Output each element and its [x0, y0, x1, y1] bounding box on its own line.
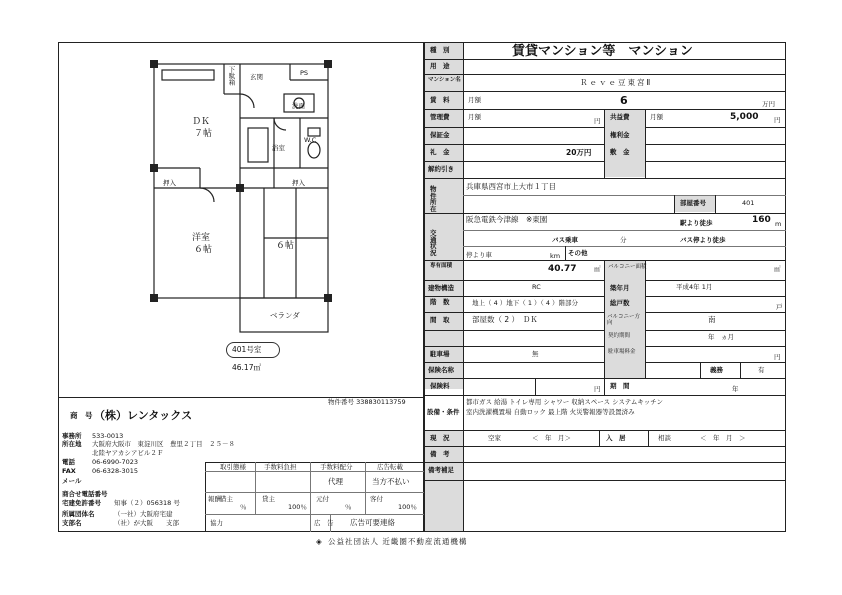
floors-value: 地上（ 4 ）地下（ 1 ）（ 4 ）階部分 [472, 299, 579, 307]
label-column [425, 43, 463, 389]
rent-label: 賃 料 [430, 96, 450, 104]
fax-label: FAX [62, 467, 76, 475]
built-label: 築年月 [610, 284, 630, 292]
ratio-karinushi: 借主 [220, 495, 233, 503]
parking-fee-unit: 円 [774, 353, 781, 361]
floor-plan [140, 58, 340, 338]
ratio-kyakuzuke: 客付 [370, 495, 383, 503]
ratio-pct1: ％ [240, 503, 247, 511]
walk-label: 駅より徒歩 [680, 219, 713, 227]
footer: 公益社団法人 近畿圏不動産流通機構 [328, 537, 468, 546]
address-line1: 大阪府大阪市 東淀川区 豊里２丁目 ２５－８ [92, 440, 235, 448]
room-oshiire-2: 押入 [292, 179, 305, 187]
room-senmen: 洗面 [292, 102, 305, 110]
office-value: 533-0013 [92, 432, 124, 440]
room-washitsu-size: ６帖 [276, 241, 295, 251]
location-value: 兵庫県西宮市上大市１丁目 [466, 182, 556, 191]
direction-label: バルコニー方向 [607, 314, 641, 326]
property-number: 物件番号 338830113759 [328, 398, 406, 406]
status-month: ＜ 年 月＞ [532, 434, 571, 442]
bus-label: バス乗車 [552, 236, 578, 244]
period-unit: 年 [732, 385, 739, 393]
units-unit: 戸 [776, 303, 783, 311]
kenrikin-label: 権利金 [610, 131, 630, 139]
room-yoshitsu-size: ６帖 [194, 245, 213, 255]
group-value: （一社）大阪府宅建 [114, 510, 173, 518]
reikin-value: 20万円 [566, 148, 592, 157]
equipment-label: 設備・条件 [427, 408, 460, 416]
agent-type: 代理 [328, 477, 343, 486]
room-yokushitsu: 浴室 [272, 144, 285, 152]
license-label: 宅建免許番号 [62, 499, 101, 507]
obligation-label: 義務 [710, 366, 723, 374]
room-ps: PS [300, 69, 309, 77]
room-yoshitsu: 洋室 [192, 233, 211, 243]
room-number: 401号室 [232, 345, 262, 354]
kaiyaku-label: 解約引き [428, 165, 454, 173]
obligation-value: 有 [758, 366, 765, 374]
group-label: 所属団体名 [62, 510, 95, 518]
ratio-kashinushi: 貸主 [262, 495, 275, 503]
tel-value: 06-6990-7023 [92, 458, 139, 466]
kyouryoku-label: 協力 [210, 519, 223, 527]
footer-logo-icon: ◈ [316, 537, 322, 546]
built-value: 平成4年 1月 [676, 283, 713, 291]
tel-label: 電話 [62, 458, 75, 466]
room-dk-size: ７帖 [194, 129, 213, 139]
floors-label: 階 数 [430, 298, 450, 306]
room-no-label: 部屋番号 [680, 199, 706, 207]
kanri-unit: 月額 [468, 113, 481, 121]
ratio-motozuke: 元付 [316, 495, 329, 503]
shikikin-label: 敷 金 [610, 148, 630, 156]
agent-header-4: 広告転載 [377, 463, 403, 471]
kyoeki-value: 5,000 [730, 112, 759, 122]
fax-value: 06-6328-3015 [92, 467, 139, 475]
direction-value: 南 [708, 315, 716, 324]
kanri-yen: 円 [594, 117, 601, 125]
hokenryo-label: 保険料 [430, 382, 450, 390]
ratio-pct2: 100％ [288, 503, 307, 511]
assoc-label: 商合せ電話番号 [62, 490, 108, 498]
hoshokin-label: 保証金 [430, 131, 450, 139]
structure-value: RC [532, 283, 541, 291]
ratio-pct3: ％ [345, 503, 352, 511]
branch-label: 支部名 [62, 519, 82, 527]
agent-header-2: 手数料負担 [264, 463, 297, 471]
parking-value: 無 [532, 350, 539, 358]
rent-value: 6 [620, 94, 628, 107]
kanri-label: 管理費 [430, 113, 450, 121]
company-name: （株）レンタックス [94, 409, 193, 422]
kyoeki-label: 共益費 [610, 113, 630, 121]
notes-label: 備考補足 [428, 466, 454, 474]
building-name: Ｒｅｖｅ豆東宮Ⅱ [580, 78, 653, 87]
period-label: 期 間 [610, 382, 630, 390]
address-label: 所在地 [62, 440, 82, 448]
equipment-line1: 都市ガス 給湯 トイレ専用 シャワー 収納スペース システムキッチン [466, 398, 663, 406]
line-value: 阪急電鉄今津線 ※東園 [466, 215, 548, 224]
hoken-label: 保険名称 [428, 366, 454, 374]
room-veranda: ベランダ [270, 311, 300, 320]
remarks-label: 備 考 [430, 450, 450, 458]
mail-label: メール [62, 477, 82, 485]
agent-ad: 当方不払い [372, 477, 410, 486]
structure-label: 建物構造 [428, 284, 454, 292]
agent-header-1: 取引態様 [220, 463, 246, 471]
license-value: 知事（２）056318 号 [114, 499, 180, 507]
office-label: 事務所 [62, 432, 82, 440]
balcony-unit: ㎡ [774, 265, 781, 273]
parking-label: 駐車場 [430, 350, 450, 358]
reikin-label: 礼 金 [430, 148, 450, 156]
bus-min: 分 [620, 236, 627, 244]
status-label: 現 況 [430, 434, 450, 442]
walk-value: 160 [752, 215, 771, 225]
room-genkan: 玄関 [250, 73, 263, 81]
address-line2: 北陸ヤアカシアビル２Ｆ [92, 449, 164, 457]
equipment-line2: 室内洗濯機置場 自動ロック 最上階 火災警報器等設置済み [466, 408, 635, 416]
kyoeki-unit: 月額 [650, 113, 663, 121]
room-wc: W.C [304, 136, 317, 144]
koukoku-label: 広 告 [314, 519, 334, 527]
ratio-houshu: 報酬 [208, 495, 221, 503]
other-label: その他 [568, 249, 588, 257]
transport-label: 交通状況 [430, 229, 437, 257]
name-label: マンション名 [428, 77, 461, 83]
layout-value: 部屋数（ 2 ） ＤＫ [472, 315, 538, 324]
layout-label: 間 取 [430, 316, 450, 324]
parking-fee-label: 駐車場料金 [608, 349, 636, 355]
move-label: 入 居 [606, 434, 626, 442]
kyoeki-yen: 円 [774, 116, 781, 124]
room-dk: ＤＫ [192, 117, 211, 127]
insurance-unit: 年 ヵ月 [708, 333, 734, 341]
status-value: 空家 [488, 434, 501, 442]
rent-unit-left: 月額 [468, 96, 481, 104]
insurance-period-label: 契約期間 [608, 333, 631, 339]
hokenryo-unit: 円 [594, 385, 601, 393]
room-no-value: 401 [742, 199, 755, 207]
type-label: 種 別 [430, 46, 450, 54]
location-label: 物件所在 [430, 185, 437, 213]
rent-unit: 万円 [762, 100, 775, 108]
ratio-pct4: 100％ [398, 503, 417, 511]
bus-stop-label: バス停より徒歩 [680, 236, 726, 244]
agent-header-3: 手数料配分 [320, 463, 353, 471]
floor-area: 46.17㎡ [232, 363, 261, 372]
title: 賃貸マンション等 マンション [512, 44, 693, 59]
move-value: 相談 [658, 434, 671, 442]
move-month: ＜ 年 月 ＞ [700, 434, 746, 442]
room-oshiire-1: 押入 [163, 179, 176, 187]
units-label: 総戸数 [610, 299, 630, 307]
area-unit: ㎡ [594, 265, 601, 273]
building-label: 用 途 [430, 62, 450, 70]
koukoku-value: 広告可要連絡 [350, 518, 395, 527]
area-label: 専有面積 [430, 263, 453, 269]
km-unit: km [550, 252, 561, 260]
from-stop: 停より車 [466, 251, 492, 259]
room-getabako: 下駄箱 [227, 66, 236, 86]
company-label: 商 号 [70, 411, 93, 420]
balcony-label: バルコニー面積 [608, 264, 647, 270]
area-value: 40.77 [548, 264, 577, 274]
walk-unit: m [775, 220, 782, 228]
branch-value: （社）が大阪 支部 [114, 519, 179, 527]
